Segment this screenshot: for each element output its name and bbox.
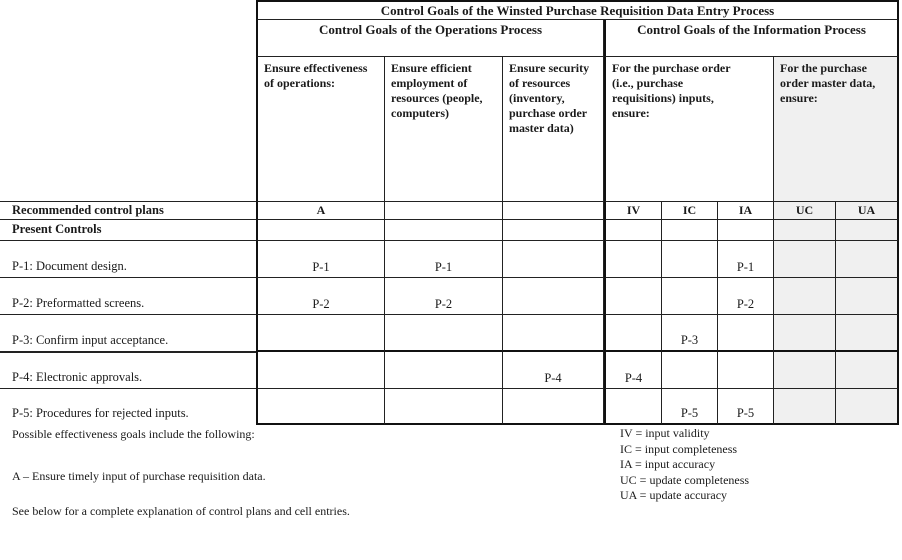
matrix-cell: [662, 389, 718, 425]
control-plan-label: P-4: Electronic approvals.: [12, 370, 143, 384]
empty-cell: [774, 220, 836, 241]
legend-item: UC = update completeness: [620, 472, 750, 487]
matrix-cell: [385, 315, 503, 352]
matrix-cell: [256, 241, 385, 278]
matrix-cell: [836, 241, 899, 278]
code-cell: IA: [718, 202, 774, 220]
matrix-cell: [662, 278, 718, 315]
matrix-cell: [662, 241, 718, 278]
code-cell: [503, 202, 604, 220]
cell-entry: P-2: [736, 297, 755, 311]
code-cell: IC: [662, 202, 718, 220]
matrix-title: Control Goals of the Winsted Purchase Requisition Data Entry Process: [256, 0, 899, 20]
empty-cell: [503, 220, 604, 241]
divider: [0, 240, 256, 241]
cell-entry: P-1: [736, 260, 755, 274]
legend-item: IV = input validity: [620, 426, 710, 440]
code-cell: [385, 202, 503, 220]
empty-cell: [385, 220, 503, 241]
matrix-cell: [385, 241, 503, 278]
goal-effectiveness: Ensure effectiveness of operations:: [256, 57, 385, 202]
code-cell: IV: [604, 202, 662, 220]
matrix-cell: [503, 389, 604, 425]
matrix-cell: [718, 241, 774, 278]
matrix-cell: [503, 278, 604, 315]
divider: [0, 388, 256, 389]
matrix-cell: [503, 315, 604, 352]
empty-cell: [256, 220, 385, 241]
matrix-cell: [774, 241, 836, 278]
matrix-cell: [718, 352, 774, 389]
matrix-cell: [774, 315, 836, 352]
matrix-cell: [256, 352, 385, 389]
matrix-cell: [836, 278, 899, 315]
code-cell: UC: [774, 202, 836, 220]
empty-cell: [662, 220, 718, 241]
control-plan-label: P-5: Procedures for rejected inputs.: [12, 406, 189, 420]
legend-item: UA = update accuracy: [620, 488, 728, 502]
control-plan-label: P-2: Preformatted screens.: [12, 296, 145, 310]
cell-entry: P-3: [680, 333, 699, 347]
cell-entry: P-2: [312, 297, 330, 311]
matrix-cell: [662, 315, 718, 352]
cell-entry: P-5: [680, 406, 699, 420]
matrix-cell: [604, 352, 662, 389]
matrix-cell: [718, 278, 774, 315]
matrix-cell: [774, 352, 836, 389]
matrix-cell: [256, 278, 385, 315]
matrix-cell: [662, 352, 718, 389]
matrix-cell: [604, 315, 662, 352]
matrix-cell: [836, 389, 899, 425]
empty-cell: [604, 220, 662, 241]
matrix-cell: [836, 352, 899, 389]
recommended-label: Recommended control plans: [12, 203, 164, 217]
matrix-cell: [604, 241, 662, 278]
legend-item: IA = input accuracy: [620, 457, 716, 471]
divider: [0, 351, 256, 353]
effectiveness-goals-intro: Possible effectiveness goals include the following:: [12, 427, 255, 441]
operations-process-header: Control Goals of the Operations Process: [256, 20, 604, 57]
matrix-cell: [385, 278, 503, 315]
information-process-header: Control Goals of the Information Process: [604, 20, 899, 57]
matrix-cell: [503, 241, 604, 278]
cell-entry: P-4: [624, 371, 643, 385]
matrix-cell: [503, 352, 604, 389]
divider: [0, 314, 256, 315]
goal-efficiency: Ensure efficient employment of resources (people, computers): [385, 57, 503, 202]
matrix-cell: [385, 352, 503, 389]
goal-inputs: For the purchase order (i.e., purchase requisitions) inputs, ensure:: [604, 57, 774, 202]
matrix-cell: [256, 389, 385, 425]
matrix-cell: [836, 315, 899, 352]
abbreviation-legend: [620, 426, 749, 504]
matrix-cell: [774, 389, 836, 425]
code-cell: UA: [836, 202, 899, 220]
matrix-cell: [256, 315, 385, 352]
divider: [0, 201, 256, 202]
goal-master-data: For the purchase order master data, ensure:: [774, 57, 899, 202]
matrix-cell: [385, 389, 503, 425]
matrix-cell: [718, 315, 774, 352]
code-cell: A: [256, 202, 385, 220]
see-below-note: See below for a complete explanation of control plans and cell entries.: [12, 504, 350, 518]
matrix-cell: [774, 278, 836, 315]
legend-item: IC = input completeness: [620, 441, 738, 456]
cell-entry: P-1: [312, 260, 330, 274]
empty-cell: [718, 220, 774, 241]
control-plan-label: P-3: Confirm input acceptance.: [12, 333, 169, 347]
cell-entry: P-5: [736, 406, 755, 420]
effectiveness-goal-a: A – Ensure timely input of purchase requisition data.: [12, 469, 266, 483]
goal-security: Ensure security of resources (inventory, purchase order master data): [503, 57, 604, 202]
matrix-cell: [718, 389, 774, 425]
divider: [0, 277, 256, 278]
cell-entry: P-4: [544, 371, 562, 385]
cell-entry: P-2: [434, 297, 453, 311]
present-controls-label: Present Controls: [12, 222, 102, 236]
matrix-cell: [604, 389, 662, 425]
matrix-cell: [604, 278, 662, 315]
control-plan-label: P-1: Document design.: [12, 259, 127, 273]
empty-cell: [836, 220, 899, 241]
cell-entry: P-1: [434, 260, 453, 274]
